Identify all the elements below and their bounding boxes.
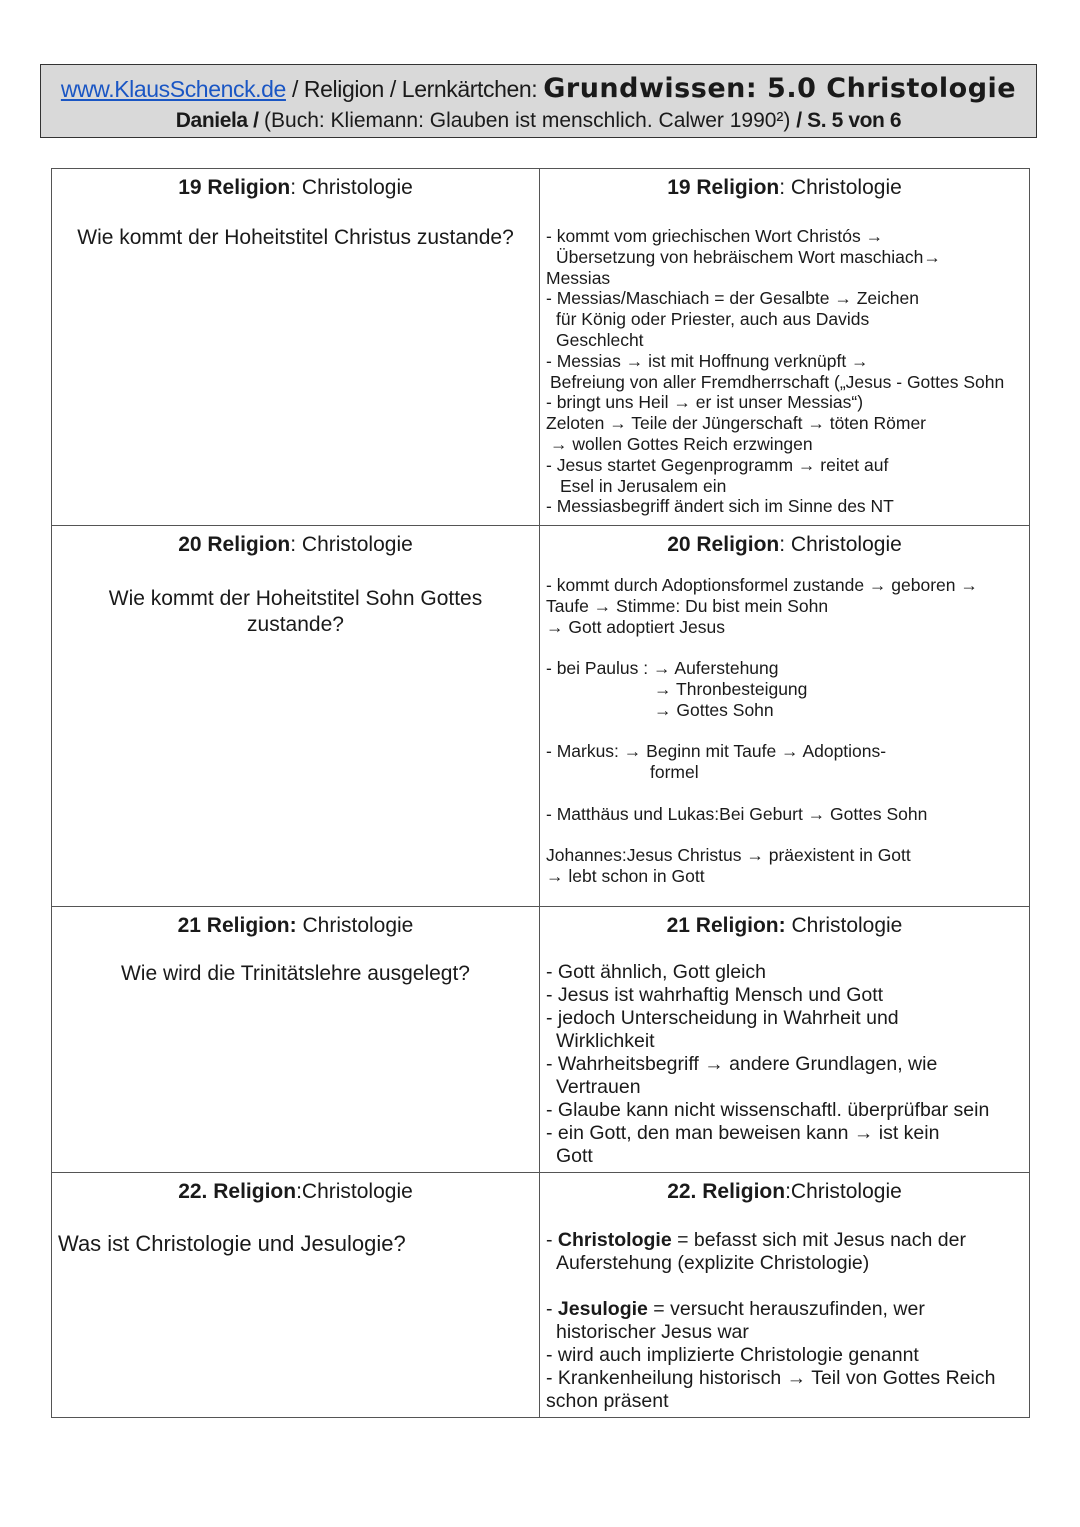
question-text: Wie kommt der Hoheitstitel Sohn Gottes zustande?	[108, 587, 483, 636]
book-reference: (Buch: Kliemann: Glauben ist menschlich. Calwer 1990²)	[264, 109, 797, 132]
page-number: / S. 5 von 6	[796, 109, 902, 132]
breadcrumb-path: / Religion / Lernkärtchen:	[285, 76, 544, 102]
flashcard-table	[51, 168, 1030, 1418]
answer-line: Vertrauen	[556, 1076, 641, 1098]
question-text: Wie wird die Trinitätslehre ausgelegt?	[120, 962, 470, 985]
answer-text	[540, 1229, 1029, 1413]
question-card	[52, 907, 540, 1173]
card-title: 21 Religion: Christologie	[666, 914, 903, 937]
question-text: Wie kommt der Hoheitstitel Christus zustande?	[77, 226, 514, 249]
answer-line: - wird auch implizierte Christologie genannt	[546, 1344, 919, 1366]
answer-line: - Jesus ist wahrhaftig Mensch und Gott	[546, 984, 884, 1006]
question-card	[52, 1173, 540, 1418]
answer-line: Zeloten → Teile der Jüngerschaft → töten Römer	[546, 413, 927, 434]
answer-line: - Messias/Maschiach = der Gesalbte → Zeichen	[546, 288, 920, 309]
topic-title: Grundwissen: 5.0 Christologie	[543, 73, 1017, 104]
answer-line: - Wahrheitsbegriff → andere Grundlagen, wie	[546, 1053, 938, 1075]
answer-card	[540, 907, 1030, 1173]
answer-line: - Christologie = befasst sich mit Jesus nach der	[546, 1229, 966, 1251]
answer-line: → Gottes Sohn	[654, 699, 774, 720]
answer-text	[540, 575, 1029, 887]
flashcard-row	[52, 907, 1030, 1173]
answer-line: - kommt vom griechischen Wort Christós →	[546, 226, 884, 246]
answer-line: Taufe → Stimme: Du bist mein Sohn	[546, 595, 829, 616]
answer-line: formel	[650, 762, 699, 783]
question-card	[52, 169, 540, 526]
answer-line: Gott	[556, 1145, 593, 1167]
answer-text	[540, 961, 1029, 1168]
answer-card	[540, 1173, 1030, 1418]
answer-line: → lebt schon in Gott	[546, 866, 705, 887]
answer-line: Befreiung von aller Fremdherrschaft („Jesus - Gottes Sohn	[550, 371, 1005, 392]
answer-line: Auferstehung (explizite Christologie)	[556, 1252, 870, 1274]
answer-line: - bringt uns Heil → er ist unser Messias“)	[546, 392, 864, 413]
answer-line: - Krankenheilung historisch → Teil von Gottes Reich	[546, 1367, 996, 1389]
card-title: 20 Religion: Christologie	[178, 533, 413, 556]
card-title: 22. Religion:Christologie	[178, 1180, 413, 1203]
answer-line: - bei Paulus : → Auferstehung	[546, 658, 779, 679]
answer-line: historischer Jesus war	[556, 1321, 749, 1343]
answer-line: - jedoch Unterscheidung in Wahrheit und	[546, 1007, 899, 1029]
site-link[interactable]: www.KlausSchenck.de	[60, 76, 286, 102]
answer-line: - ein Gott, den man beweisen kann → ist kein	[546, 1122, 940, 1144]
answer-line: Wirklichkeit	[556, 1030, 655, 1052]
card-title: 21 Religion: Christologie	[177, 914, 414, 937]
flashcard-row	[52, 526, 1030, 907]
answer-line: Übersetzung von hebräischem Wort maschiach→	[556, 246, 941, 267]
answer-line: → wollen Gottes Reich erzwingen	[550, 433, 813, 454]
answer-card	[540, 169, 1030, 526]
card-title: 19 Religion: Christologie	[178, 176, 413, 199]
answer-line: Geschlecht	[556, 329, 644, 350]
answer-line: Esel in Jerusalem ein	[560, 475, 727, 496]
question-card	[52, 526, 540, 907]
answer-line: - Glaube kann nicht wissenschaftl. überprüfbar sein	[546, 1099, 990, 1121]
answer-line: → Thronbesteigung	[654, 678, 808, 699]
header-line-2	[41, 107, 1036, 135]
answer-text	[540, 226, 1029, 517]
page-header	[40, 64, 1037, 138]
term-christologie: Christologie	[557, 1229, 672, 1251]
term-jesulogie: Jesulogie	[557, 1298, 648, 1320]
answer-line: Messias	[546, 267, 611, 288]
question-text: Was ist Christologie und Jesulogie?	[58, 1231, 406, 1256]
answer-line: - Messiasbegriff ändert sich im Sinne des NT	[546, 496, 894, 517]
author-name: Daniela /	[175, 109, 265, 132]
answer-line: - Matthäus und Lukas:Bei Geburt → Gottes Sohn	[546, 803, 928, 824]
answer-line: schon präsent	[546, 1390, 669, 1412]
answer-line: - Messias → ist mit Hoffnung verknüpft →	[546, 350, 869, 371]
card-title: 22. Religion:Christologie	[667, 1180, 902, 1203]
answer-line: - Markus: → Beginn mit Taufe → Adoptions-	[546, 741, 887, 762]
card-title: 20 Religion: Christologie	[667, 533, 902, 556]
card-title: 19 Religion: Christologie	[667, 176, 902, 199]
answer-line: - Jesus startet Gegenprogramm → reitet auf	[546, 454, 889, 475]
header-line-1	[41, 73, 1036, 105]
answer-card	[540, 526, 1030, 907]
answer-line: Johannes:Jesus Christus → präexistent in Gott	[546, 845, 911, 866]
answer-line: - Jesulogie = versucht herauszufinden, wer	[546, 1298, 925, 1320]
flashcard-row	[52, 169, 1030, 526]
flashcard-row	[52, 1173, 1030, 1418]
answer-line: für König oder Priester, auch aus Davids	[556, 309, 870, 330]
answer-line: - kommt durch Adoptionsformel zustande → geboren →	[546, 575, 978, 595]
answer-line: → Gott adoptiert Jesus	[546, 616, 725, 637]
answer-line: - Gott ähnlich, Gott gleich	[546, 961, 767, 983]
